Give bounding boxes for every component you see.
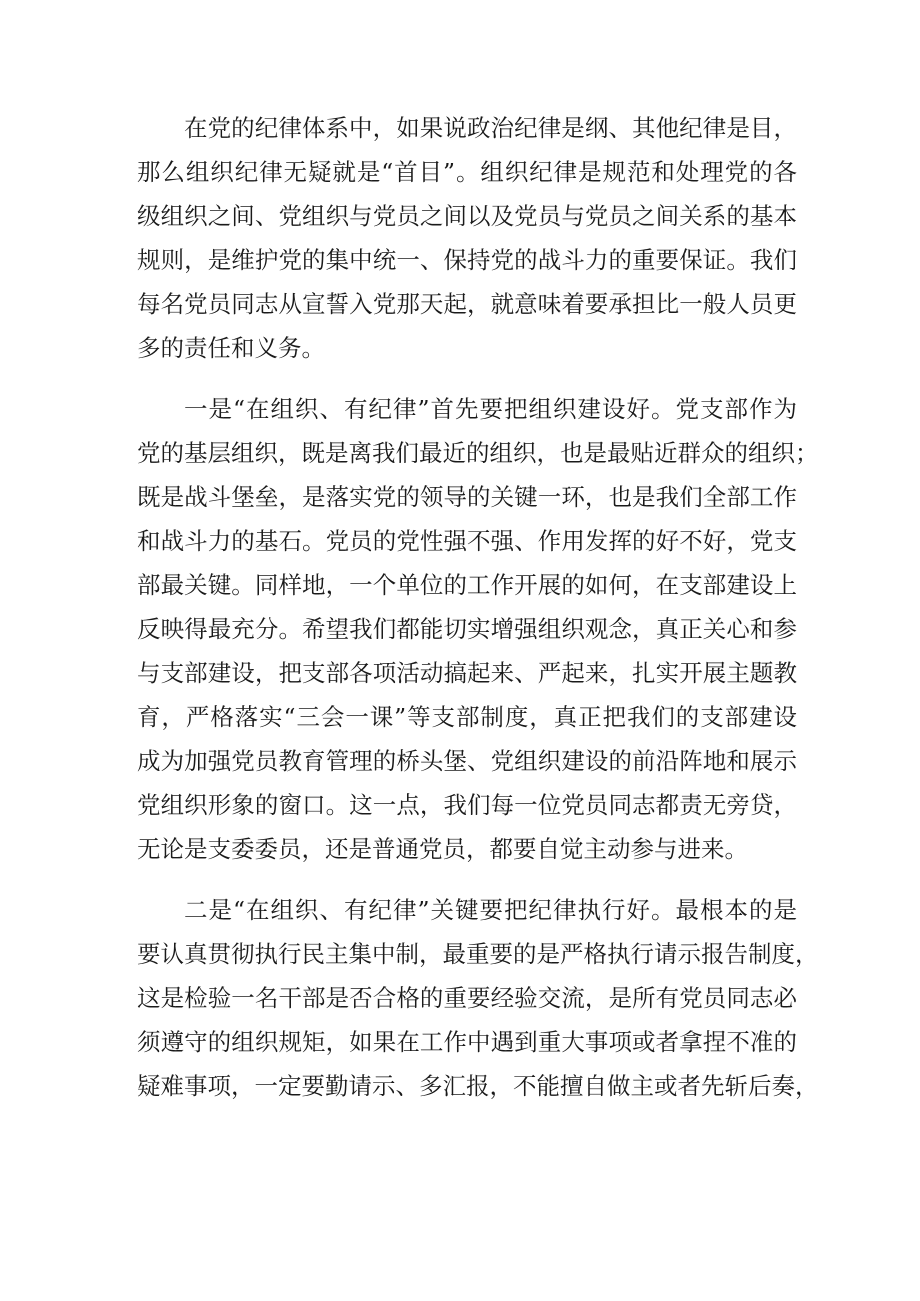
document-body — [137, 106, 819, 1108]
paragraph-line: 无论是支委委员，还是普通党员，都要自觉主动参与进来。 — [137, 835, 748, 863]
paragraph-line: 须遵守的组织规矩，如果在工作中遇到重大事项或者拿捏不准的 — [137, 1028, 797, 1056]
paragraph-spacer — [137, 871, 797, 888]
paragraph-line: 育，严格落实“三会一课”等支部制度，真正把我们的支部建设 — [137, 703, 797, 731]
paragraph-line: 要认真贯彻执行民主集中制，最重要的是严格执行请示报告制度， — [137, 940, 819, 968]
paragraph-line: 与支部建设，把支部各项活动搞起来、严起来，扎实开展主题教 — [137, 659, 797, 687]
paragraph-line: 成为加强党员教育管理的桥头堡、党组织建设的前沿阵地和展示 — [137, 747, 797, 775]
paragraph-line: 既是战斗堡垒，是落实党的领导的关键一环，也是我们全部工作 — [137, 483, 797, 511]
paragraph-line: 在党的纪律体系中，如果说政治纪律是纲、其他纪律是目， — [184, 114, 797, 142]
paragraph-line: 部最关键。同样地，一个单位的工作开展的如何，在支部建设上 — [137, 571, 797, 599]
paragraph-line: 一是“在组织、有纪律”首先要把组织建设好。党支部作为 — [184, 395, 797, 423]
paragraph-line: 疑难事项，一定要勤请示、多汇报，不能擅自做主或者先斩后奏， — [137, 1072, 819, 1100]
paragraph-line: 党组织形象的窗口。这一点，我们每一位党员同志都责无旁贷， — [137, 791, 797, 819]
paragraph-line: 二是“在组织、有纪律”关键要把纪律执行好。最根本的是 — [184, 896, 797, 924]
paragraph-line: 多的责任和义务。 — [137, 334, 325, 362]
paragraph-2 — [137, 387, 819, 871]
paragraph-line: 规则，是维护党的集中统一、保持党的战斗力的重要保证。我们 — [137, 246, 797, 274]
paragraph-spacer — [137, 370, 797, 387]
paragraph-line: 反映得最充分。希望我们都能切实增强组织观念，真正关心和参 — [137, 615, 797, 643]
paragraph-line: 党的基层组织，既是离我们最近的组织，也是最贴近群众的组织； — [137, 439, 819, 467]
paragraph-3 — [137, 888, 819, 1108]
paragraph-1 — [137, 106, 797, 370]
paragraph-line: 这是检验一名干部是否合格的重要经验交流，是所有党员同志必 — [137, 984, 797, 1012]
paragraph-line: 那么组织纪律无疑就是“首目”。组织纪律是规范和处理党的各 — [137, 158, 797, 186]
paragraph-line: 每名党员同志从宣誓入党那天起，就意味着要承担比一般人员更 — [137, 290, 797, 318]
paragraph-line: 和战斗力的基石。党员的党性强不强、作用发挥的好不好，党支 — [137, 527, 797, 555]
paragraph-line: 级组织之间、党组织与党员之间以及党员与党员之间关系的基本 — [137, 202, 797, 230]
